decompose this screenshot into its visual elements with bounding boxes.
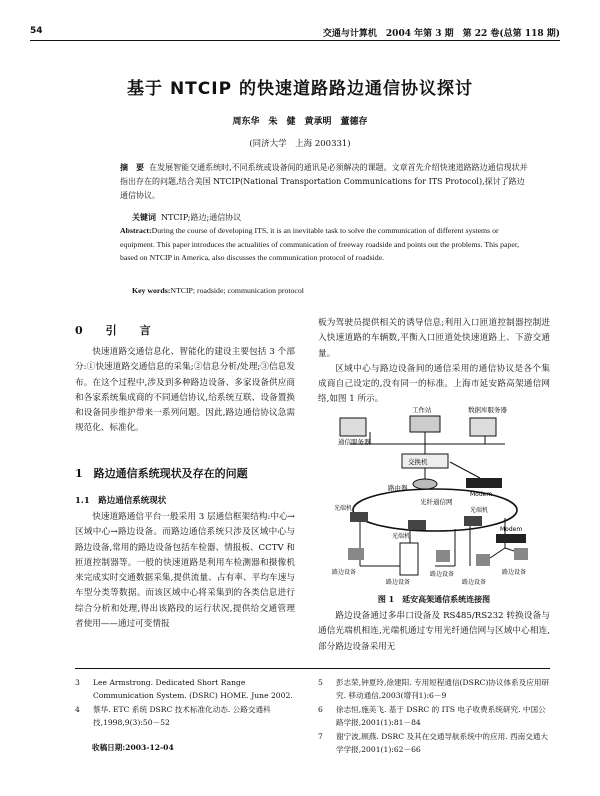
journal-info: 交通与计算机 2004 年第 3 期 第 22 卷(总第 118 期) — [322, 29, 560, 39]
abstract-zh-label: 摘 要 — [120, 162, 144, 172]
label-modem-right: Modem — [500, 526, 523, 533]
label-opt-right: 光端机 — [470, 507, 489, 514]
label-rd3: 路边设备 — [430, 571, 455, 578]
roadside-equipment-3-icon — [436, 550, 450, 562]
keywords-en — [132, 286, 304, 295]
optical-terminal-left-icon — [350, 512, 368, 522]
reference-text: 徐志恒,施美飞. 基于 DSRC 的 ITS 电子收费系统研究. 中国公路学报,2001(1):81－84 — [336, 705, 546, 727]
right-para-3: 路边设备通过多串口设备及 RS485/RS232 转换设备与通信光端机相连,光端机通过专用光纤通信网与区域中心相连,部分路边设备采用无 — [318, 611, 550, 652]
keywords-zh — [132, 212, 241, 223]
reference-number: 5 — [318, 678, 323, 687]
references-left — [75, 676, 293, 730]
label-rd5: 路边设备 — [502, 569, 527, 576]
reference-number: 4 — [75, 705, 80, 714]
right-para-2: 区域中心与路边设备间的通信采用的通信协议是各个集成商自己设定的,没有同一的标准。上海市延安路高架通信网络,如图 1 所示。 — [318, 363, 550, 405]
reference-text: 彭志荣,钟夏玲,徐建阳. 专用短程通信(DSRC)协议体系及应用研究. 移动通信,2003(增刊1):6－9 — [336, 678, 550, 700]
label-opt-center: 光端机 — [392, 533, 411, 540]
label-switch: 交换机 — [408, 458, 428, 466]
keywords-en-text: NTCIP; roadside; communication protocol — [170, 286, 304, 295]
page-number: 54 — [30, 26, 43, 36]
reference-item — [318, 730, 550, 756]
section-1-heading: 1 路边通信系统现状及存在的问题 — [75, 467, 248, 480]
label-workstation: 工作站 — [412, 406, 432, 414]
fiber-ring — [353, 489, 517, 531]
label-data-server: 数据库服务器 — [468, 406, 507, 414]
section-1-body — [75, 510, 295, 632]
section-0-heading: 0 引 言 — [75, 324, 157, 337]
footnote-divider — [75, 668, 550, 669]
roadside-equipment-4-icon — [476, 554, 490, 566]
figure-1-caption: 图 1 延安高架通信系统连接图 — [377, 594, 491, 604]
keywords-zh-label: 关键词 — [132, 212, 156, 222]
running-header — [30, 24, 560, 41]
optical-terminal-right-icon — [464, 516, 482, 526]
reference-text: 蔡华. ETC 系统 DSRC 技术标准化动态. 公路交通科技,1998,9(3):50－52 — [93, 705, 271, 727]
roadside-cabinet-icon — [400, 543, 418, 575]
reference-item — [75, 676, 293, 702]
right-para-1: 板为驾驶员提供相关的诱导信息;利用入口匝道控制器控制进入快速道路的车辆数,平衡入口匝道处快速道路上、下游交通量。 — [318, 318, 550, 359]
reference-text: Lee Armstrong. Dedicated Short Range Communication System. (DSRC) HOME. June 2002. — [93, 678, 293, 700]
label-router: 路由器 — [388, 484, 408, 492]
abstract-en-label: Abstract: — [120, 226, 152, 235]
received-date: 收稿日期:2003-12-04 — [92, 743, 174, 752]
authors: 周东华 朱 健 黄承明 董德存 — [232, 117, 368, 127]
label-rd1: 路边设备 — [332, 569, 357, 576]
label-rd4: 路边设备 — [462, 579, 487, 586]
roadside-equipment-1-icon — [348, 548, 364, 560]
reference-text: 谢宁波,顾燕. DSRC 及其在交通导航系统中的应用. 西南交通大学学报,2001(1):62－66 — [336, 732, 548, 754]
affiliation: (同济大学 上海 200331) — [249, 139, 351, 149]
reference-item — [318, 703, 550, 729]
paper-title: 基于 NTCIP 的快速道路路边通信协议探讨 — [127, 79, 473, 99]
reference-number: 6 — [318, 705, 323, 714]
abstract-en-text: During the course of developing ITS, it is an inevitable task to solve the communication of different systems or equipment. This paper introduces the actualities of communication of freeway roadside and points out the problems. This paper, based on NTCIP in America, also discusses the communication protocol of roadside. — [120, 226, 520, 262]
abstract-zh-text: 在发展智能交通系统时,不同系统或设备间的通讯是必须解决的课题。文章首先介绍快速道路路边通信现状并指出存在的问题,结合美国 NTCIP(National Transportation Communications for ITS Protocol),探讨了路边通信协议。 — [120, 163, 528, 200]
workstation-icon — [410, 416, 440, 432]
roadside-equipment-5-icon — [514, 548, 528, 560]
data-server-icon — [470, 418, 496, 436]
label-modem-top: Modem — [470, 491, 493, 498]
abstract-en — [120, 224, 530, 265]
label-ring: 光纤通信网 — [420, 498, 453, 506]
reference-item — [75, 703, 293, 729]
label-rd2: 路边设备 — [386, 579, 411, 586]
label-opt-left: 光端机 — [334, 505, 353, 512]
section-1-1-heading: 1.1 路边通信系统现状 — [75, 496, 167, 506]
label-comm-server: 通信服务器 — [338, 438, 371, 446]
optical-terminal-center-icon — [408, 520, 426, 530]
keywords-zh-text: NTCIP;路边;通信协议 — [161, 213, 242, 222]
figure-1-diagram — [330, 398, 540, 586]
section-0-body — [75, 345, 295, 437]
reference-item — [318, 676, 550, 702]
reference-number: 7 — [318, 732, 323, 741]
modem-right-icon — [496, 534, 526, 543]
right-column-top — [318, 316, 550, 408]
keywords-en-label: Key words: — [132, 286, 171, 295]
router-icon — [413, 479, 437, 489]
section-0-paragraph: 快速道路交通信息化、智能化的建设主要包括 3 个部分:①快速道路交通信息的采集;②信息分析/处理;③信息发布。在这个过程中,涉及到多种路边设备、多家设备供应商和各家系统集成商的不同通信协议,给系统互联、设备置换和设备同步维护带来一系列问题。因此,路边通信协议急需规范化、标准化。 — [75, 347, 295, 434]
comm-server-icon — [340, 418, 366, 436]
right-column-bottom — [318, 609, 550, 655]
abstract-zh — [120, 160, 530, 203]
section-1-paragraph: 快速道路通信平台一般采用 3 层通信框架结构:中心→区域中心→路边设备。而路边通信系统只涉及区域中心与路边设备,常用的路边设备包括车检器、情报板、CCTV 和匝道控制器等。一般的快速道路是利用车检测器和摄像机来完成实时交通数据采集,提供流量、占有率、平均车速与车型分类等数据。而该区域中心将采集到的各类信息进行综合分析和处理,得出该路段的运行状况,提供给交通管理者使用——通过可变情报 — [75, 512, 295, 630]
reference-number: 3 — [75, 678, 80, 687]
modem-top-icon — [466, 478, 502, 488]
references-right — [318, 676, 550, 757]
